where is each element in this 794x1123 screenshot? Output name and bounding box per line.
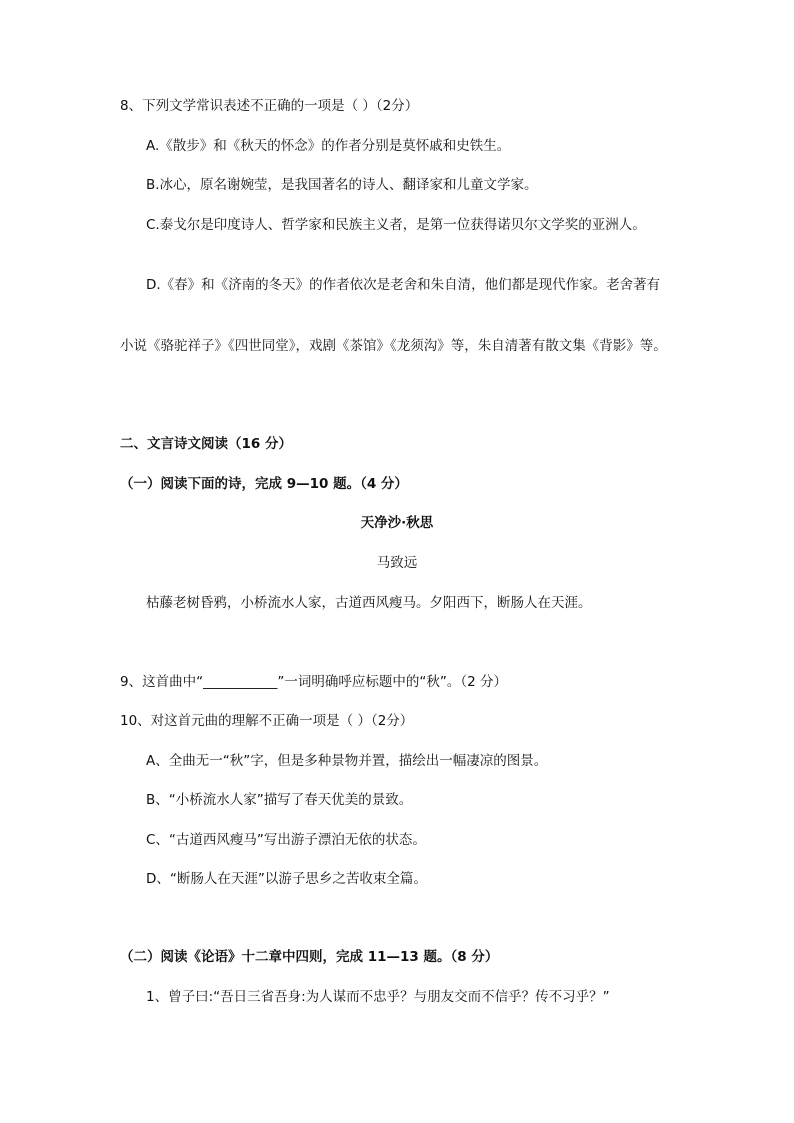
poem-text: 枯藤老树昏鸦，小桥流水人家，古道西风瘦马。夕阳西下，断肠人在天涯。	[146, 595, 592, 611]
poem-title: 天净沙·秋思	[360, 515, 434, 531]
q8-option-d-continued: 小说《骆驼祥子》《四世同堂》，戏剧《茶馆》《龙须沟》等，朱自清著有散文集《背影》等。	[120, 338, 667, 354]
q9-stem: 9、这首曲中“___________”一词明确呼应标题中的“秋”。（2 分）	[120, 674, 507, 690]
q10-option-d: D、“断肠人在天涯”以游子思乡之苦收束全篇。	[146, 871, 427, 887]
q8-option-b: B.冰心，原名谢婉莹，是我国著名的诗人、翻译家和儿童文学家。	[146, 177, 538, 193]
part-2-heading: （二）阅读《论语》十二章中四则，完成 11—13 题。（8 分）	[120, 949, 499, 965]
q8-option-a: A.《散步》和《秋天的怀念》的作者分别是莫怀戚和史铁生。	[146, 138, 511, 154]
q8-option-d: D.《春》和《济南的冬天》的作者依次是老舍和朱自清，他们都是现代作家。老舍著有	[146, 277, 661, 293]
q8-stem: 8、下列文学常识表述不正确的一项是（ ）（2分）	[120, 98, 419, 114]
section-2-heading: 二、文言诗文阅读（16 分）	[120, 436, 292, 452]
q10-option-b: B、“小桥流水人家”描写了春天优美的景致。	[146, 792, 413, 808]
part-1-heading: （一）阅读下面的诗，完成 9—10 题。（4 分）	[120, 476, 408, 492]
q10-option-a: A、全曲无一“秋”字，但是多种景物并置，描绘出一幅凄凉的图景。	[146, 753, 548, 769]
q10-option-c: C、“古道西风瘦马”写出游子漂泊无依的状态。	[146, 832, 426, 848]
analects-item-1: 1、曾子曰:“吾日三省吾身:为人谋而不忠乎？与朋友交而不信乎？传不习乎？”	[146, 989, 610, 1005]
q8-option-c: C.泰戈尔是印度诗人、哲学家和民族主义者，是第一位获得诺贝尔文学奖的亚洲人。	[146, 217, 646, 233]
q10-stem: 10、对这首元曲的理解不正确一项是（ ）（2分）	[120, 713, 414, 729]
poem-author: 马致远	[376, 555, 418, 571]
